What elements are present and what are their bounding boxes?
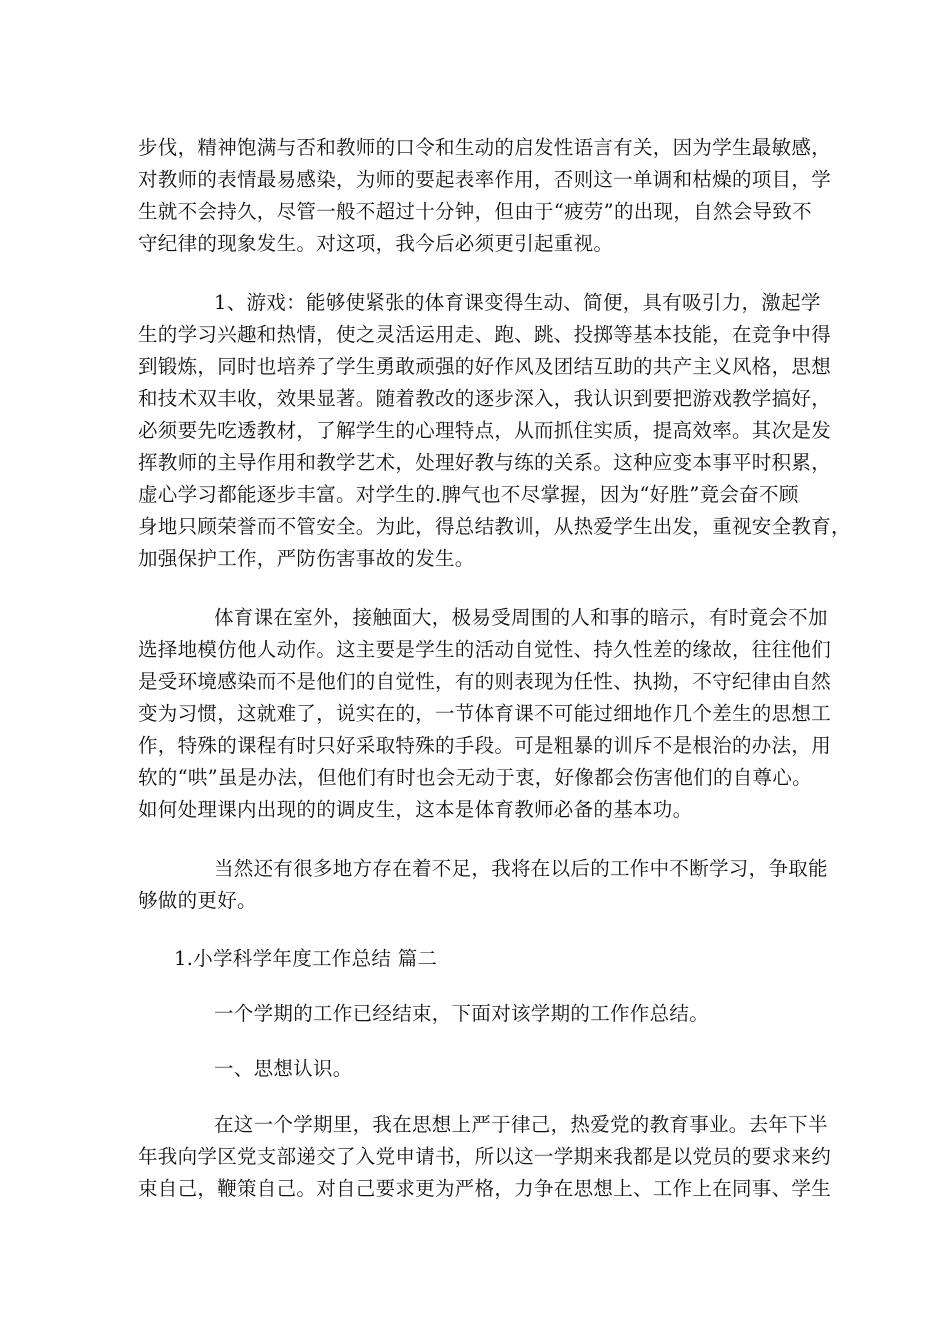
paragraph-4-line-1: 当然还有很多地方存在着不足，我将在以后的工作中不断学习，争取能 xyxy=(214,857,828,880)
paragraph-3-line-6: 软的“哄”虽是办法，但他们有时也会无动于衷，好像都会伤害他们的自尊心。 xyxy=(138,766,812,789)
paragraph-2-line-5: 必须要先吃透教材，了解学生的心理特点，从而抓住实质，提高效率。其次是发 xyxy=(138,419,832,442)
paragraph-2-line-4: 和技术双丰收，效果显著。随着教改的逐步深入，我认识到要把游戏教学搞好， xyxy=(138,387,832,410)
paragraph-5-line-1: 在这一个学期里，我在思想上严于律己，热爱党的教育事业。去年下半 xyxy=(214,1113,828,1136)
section-heading: 1.小学科学年度工作总结 篇二 xyxy=(174,947,438,970)
paragraph-4-line-2: 够做的更好。 xyxy=(138,889,257,912)
paragraph-3-line-5: 作，特殊的课程有时只好采取特殊的手段。可是粗暴的训斥不是根治的办法，用 xyxy=(138,734,832,757)
section-title: 一、思想认识。 xyxy=(214,1057,353,1080)
paragraph-2-line-6: 挥教师的主导作用和教学艺术，处理好教与练的关系。这种应变本事平时积累， xyxy=(138,451,832,474)
paragraph-3-line-3: 是受环境感染而不是他们的自觉性，有的则表现为任性、执拗，不守纪律由自然 xyxy=(138,670,832,693)
paragraph-3-line-7: 如何处理课内出现的的调皮生，这本是体育教师必备的基本功。 xyxy=(138,798,693,821)
paragraph-2-line-8: 身地只顾荣誉而不管安全。为此，得总结教训，从热爱学生出发，重视安全教育， xyxy=(138,515,851,538)
paragraph-5-line-3: 束自己，鞭策自己。对自己要求更为严格，力争在思想上、工作上在同事、学生 xyxy=(138,1177,832,1200)
paragraph-2-line-3: 到锻炼，同时也培养了学生勇敢顽强的好作风及团结互助的共产主义风格，思想 xyxy=(138,355,832,378)
paragraph-5-line-2: 年我向学区党支部递交了入党申请书，所以这一学期来我都是以党员的要求来约 xyxy=(138,1145,832,1168)
paragraph-2-line-9: 加强保护工作，严防伤害事故的发生。 xyxy=(138,547,475,570)
paragraph-3-line-2: 选择地模仿他人动作。这主要是学生的活动自觉性、持久性差的缘故，往往他们 xyxy=(138,638,832,661)
paragraph-1-line-2: 对教师的表情最易感染，为师的要起表率作用，否则这一单调和枯燥的项目，学 xyxy=(138,168,832,191)
paragraph-1-line-4: 守纪律的现象发生。对这项，我今后必须更引起重视。 xyxy=(138,232,614,255)
paragraph-3-line-1: 体育课在室外，接触面大，极易受周围的人和事的暗示，有时竟会不加 xyxy=(214,606,828,629)
paragraph-1-line-3: 生就不会持久，尽管一般不超过十分钟，但由于“疲劳”的出现，自然会导致不 xyxy=(138,200,812,223)
intro-line: 一个学期的工作已经结束，下面对该学期的工作作总结。 xyxy=(214,1002,710,1025)
paragraph-2-line-2: 生的学习兴趣和热情，使之灵活运用走、跑、跳、投掷等基本技能，在竞争中得 xyxy=(138,323,832,346)
paragraph-2-line-1: 1、游戏：能够使紧张的体育课变得生动、简便，具有吸引力，激起学 xyxy=(214,291,821,314)
paragraph-3-line-4: 变为习惯，这就难了，说实在的，一节体育课不可能过细地作几个差生的思想工 xyxy=(138,702,832,725)
paragraph-1-line-1: 步伐，精神饱满与否和教师的口令和生动的启发性语言有关，因为学生最敏感， xyxy=(138,136,832,159)
paragraph-2-line-7: 虚心学习都能逐步丰富。对学生的.脾气也不尽掌握，因为“好胜”竟会奋不顾 xyxy=(138,483,799,506)
